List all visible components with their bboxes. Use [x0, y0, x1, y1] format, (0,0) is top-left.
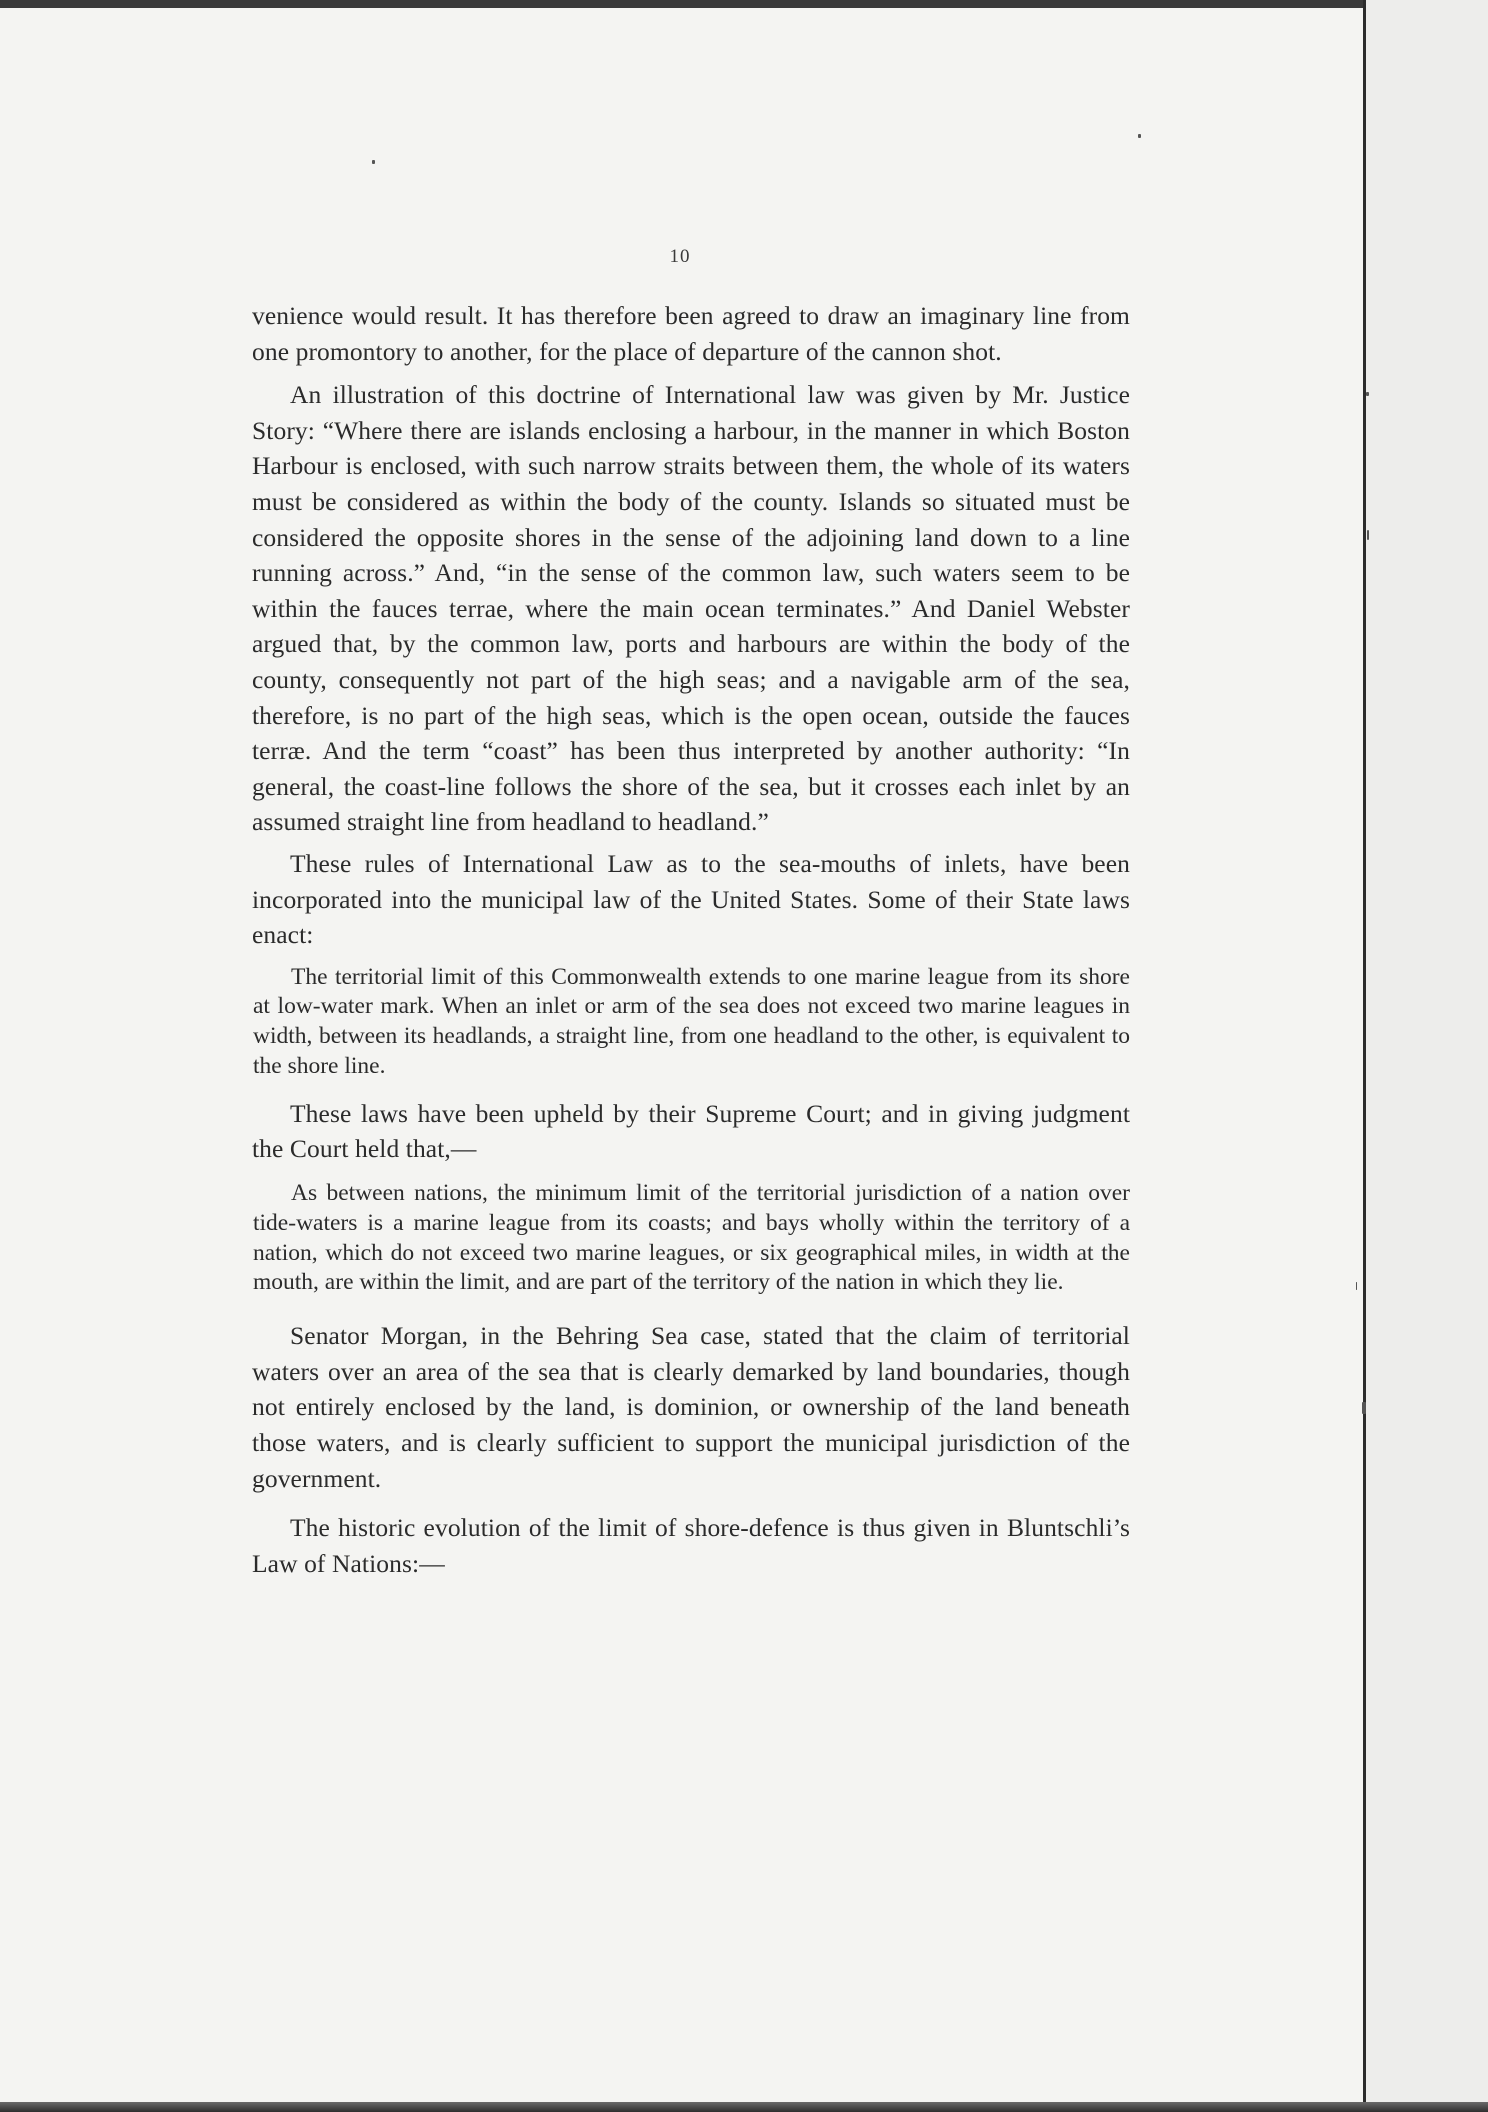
scan-speck	[372, 160, 375, 164]
quoted-statute: The territorial limit of this Commonwealth extends to one marine league from its shore at low-water mark. When an inlet or arm of the sea does not exceed two marine leagues in width, between its headlands, a straight line, from one headland to the other, is equivalent to the shore line.	[253, 963, 1130, 1080]
scan-speck	[1366, 392, 1369, 396]
paragraph: These laws have been upheld by their Supreme Court; and in giving judgment the Court held that,—	[252, 1098, 1130, 1164]
scan-speck	[1138, 134, 1141, 138]
scan-speck	[1356, 1282, 1357, 1290]
quoted-judgment: As between nations, the minimum limit of the territorial jurisdiction of a nation over tide-waters is a marine league from its coasts; and bays wholly within the territory of a nation, which do not exceed two marine leagues, or six geographical miles, in width at the mouth, are within the limit, and are part of the territory of the nation in which they lie.	[253, 1180, 1130, 1296]
paragraph: An illustration of this doctrine of International law was given by Mr. Justice Story: “Where there are islands enclosing a harbour, in the manner in which Boston Harbour is enclosed, with such narrow straits between them, the whole of its waters must be considered as within the body of the county. Islands so situated must be considered the opposite shores in the sense of the adjoining land down to a line running across.” And, “in the sense of the common law, such waters seem to be within the fauces terrae, where the main ocean terminates.” And Daniel Webster argued that, by the common law, ports and harbours are within the body of the county, consequently not part of the high seas; and a navigable arm of the sea, therefore, is no part of the high seas, which is the open ocean, outside the fauces terræ. And the term “coast” has been thus interpreted by another authority: “In general, the coast-line follows the shore of the sea, but it crosses each inlet by an assumed straight line from headland to headland.”	[252, 380, 1130, 837]
scan-speck	[1362, 1402, 1366, 1414]
paragraph: Senator Morgan, in the Behring Sea case, stated that the claim of territorial waters over an area of the sea that is clearly demarked by land boundaries, though not entirely enclosed by the land, is dominion, or ownership of the land beneath those waters, and is clearly sufficient to support the municipal jurisdiction of the government.	[252, 1321, 1130, 1493]
paragraph: venience would result. It has therefore been agreed to draw an imaginary line from one promontory to another, for the place of departure of the cannon shot.	[252, 301, 1130, 366]
paragraph: The historic evolution of the limit of shore-defence is thus given in Bluntschli’s Law of Nations:—	[252, 1513, 1130, 1578]
scan-top-edge	[0, 0, 1488, 8]
page-number: 10	[669, 246, 691, 267]
paragraph: These rules of International Law as to the sea-mouths of inlets, have been incorporated into the municipal law of the United States. Some of their State laws enact:	[252, 848, 1130, 950]
scan-right-edge	[1363, 0, 1488, 2112]
scan-speck	[1367, 530, 1369, 540]
scan-bottom-edge	[0, 2102, 1488, 2112]
page-body	[252, 298, 1130, 1581]
